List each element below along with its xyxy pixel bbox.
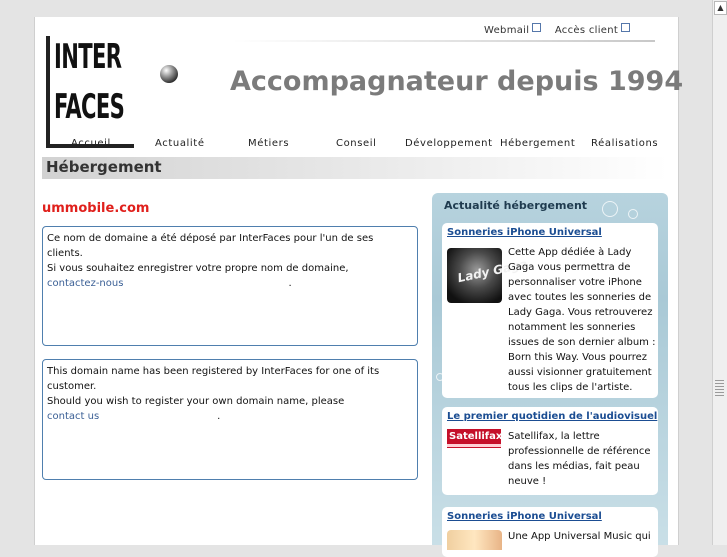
- english-end: .: [217, 411, 221, 422]
- section-title: Hébergement: [46, 158, 162, 176]
- webmail-label: Webmail: [484, 25, 530, 36]
- news-card-text: Une App Universal Music qui: [508, 531, 651, 542]
- nav-developpement[interactable]: Développement: [405, 138, 493, 149]
- webmail-link[interactable]: [484, 25, 541, 36]
- nav-metiers[interactable]: Métiers: [248, 138, 290, 149]
- news-card-text: Cette App dédiée à Lady Gaga vous permettra de personnaliser votre iPhone avec toutes les sonneries de Lady Gaga. Vous retrouverez notamment les sonneries issues de son dernier album : Born this Way. Vous pourrez aussi visionner gratuitement tous les clips de l'artiste.: [508, 247, 656, 393]
- nav-accueil[interactable]: Accueil: [71, 138, 111, 149]
- contact-link-fr[interactable]: contactez-nous: [47, 278, 124, 289]
- slogan: Accompagnateur depuis 1994: [230, 66, 684, 97]
- sphere-logo-icon: [160, 65, 178, 83]
- thumbnail-caption: Lady Gaga: [456, 256, 529, 286]
- news-card: [442, 507, 658, 557]
- english-line-1: This domain name has been registered by InterFaces for one of its customer.: [47, 366, 380, 392]
- header-divider: [232, 40, 655, 42]
- scroll-grip[interactable]: [715, 378, 724, 396]
- contact-link-en[interactable]: contact us: [47, 411, 100, 422]
- scrollbar[interactable]: [712, 0, 727, 545]
- french-message-box: [42, 226, 418, 346]
- english-message-box: [42, 359, 418, 480]
- nav-conseil[interactable]: Conseil: [336, 138, 377, 149]
- scroll-up-arrow-icon[interactable]: ▲: [714, 1, 727, 15]
- news-card: [442, 223, 658, 398]
- news-card-text: Satellifax, la lettre professionnelle de référence dans les médias, fait peau neuve !: [508, 431, 651, 487]
- universal-thumbnail[interactable]: [447, 530, 502, 550]
- french-line-1: Ce nom de domaine a été déposé par InterFaces pour l'un de ses clients.: [47, 233, 374, 259]
- lady-gaga-thumbnail[interactable]: [447, 248, 529, 303]
- nav-hebergement[interactable]: Hébergement: [500, 138, 576, 149]
- external-link-icon: [621, 23, 630, 32]
- nav-realisations[interactable]: Réalisations: [591, 138, 659, 149]
- nav-actualite[interactable]: Actualité: [155, 138, 205, 149]
- bubble-decoration: [628, 209, 638, 219]
- french-line-2: Si vous souhaitez enregistrer votre propre nom de domaine,: [47, 263, 349, 274]
- sidebar-title: Actualité hébergement: [444, 199, 588, 212]
- client-access-link[interactable]: [555, 25, 630, 36]
- french-end: .: [288, 278, 292, 289]
- satellifax-logo-text: Satellifax: [449, 431, 503, 442]
- domain-name: ummobile.com: [42, 201, 150, 216]
- news-card-title[interactable]: Sonneries iPhone Universal: [447, 511, 602, 522]
- news-sidebar: [432, 193, 668, 545]
- logo-text-faces: FACES: [54, 87, 125, 127]
- top-links: [474, 24, 630, 36]
- external-link-icon: [532, 23, 541, 32]
- english-line-2: Should you wish to register your own domain name, please: [47, 396, 345, 407]
- client-access-label: Accès client: [554, 25, 619, 36]
- bubble-decoration: [602, 201, 618, 217]
- interfaces-logo[interactable]: [46, 36, 134, 148]
- news-card-title[interactable]: Sonneries iPhone Universal: [447, 227, 602, 238]
- section-header: [42, 157, 668, 179]
- satellifax-logo[interactable]: [447, 429, 501, 448]
- news-card-title[interactable]: Le premier quotidien de l'audiovisuel: [447, 411, 658, 422]
- news-card: [442, 407, 658, 495]
- satellifax-logo-stripe: [447, 444, 501, 447]
- logo-text-inter: INTER: [54, 37, 122, 77]
